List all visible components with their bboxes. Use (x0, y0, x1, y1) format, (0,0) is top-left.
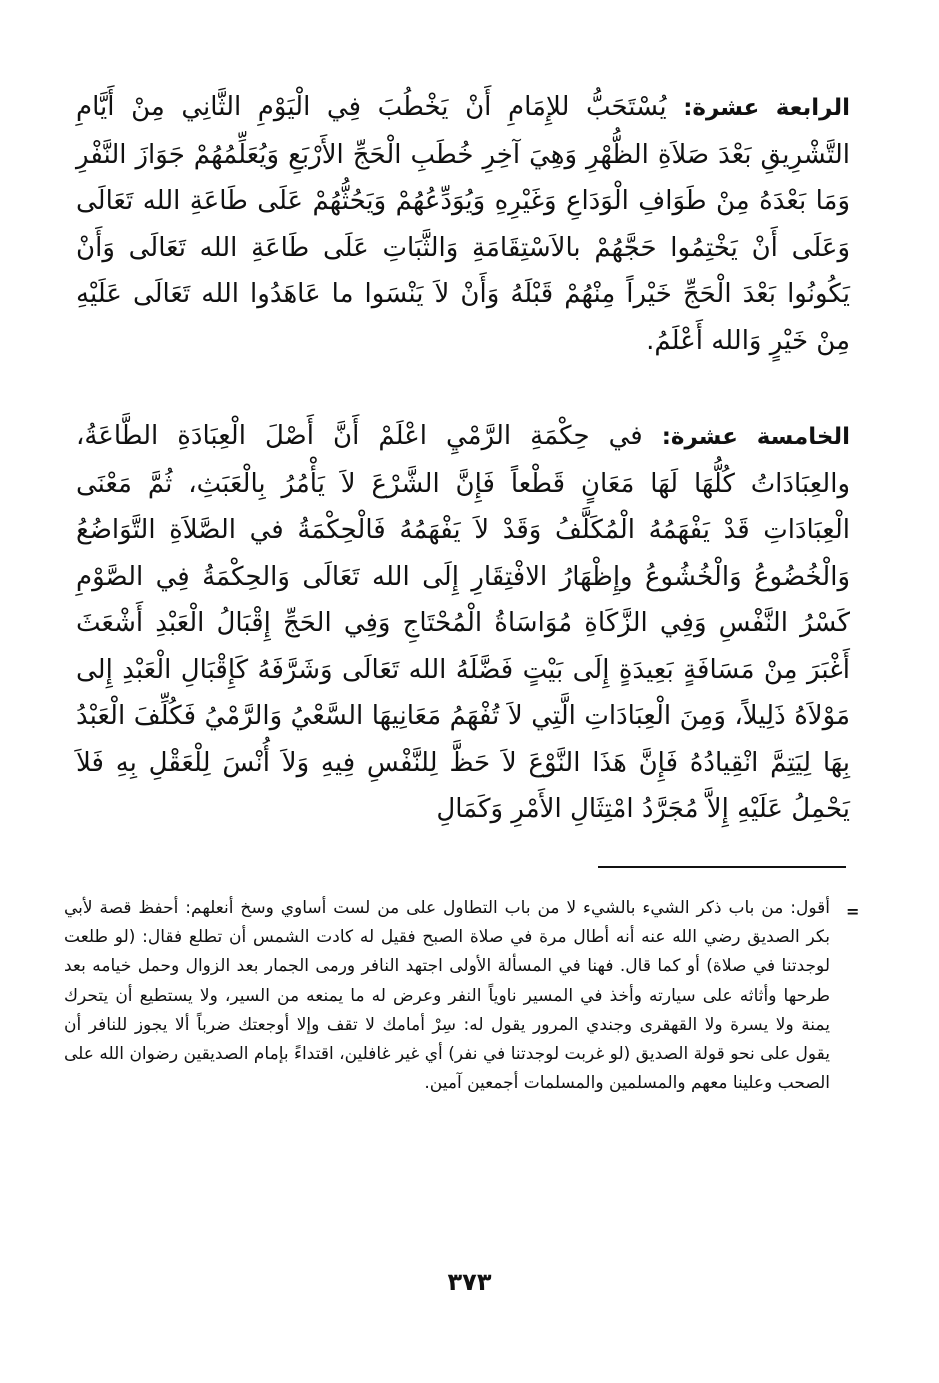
footnote (64, 894, 830, 1098)
paragraph-label: الخامسة عشرة: (661, 424, 851, 450)
paragraph-label: الرابعة عشرة: (683, 95, 851, 121)
paragraph-fourteenth (76, 84, 850, 364)
paragraph-body: في حِكْمَةِ الرَّمْيِ اعْلَمْ أَنَّ أَصْلَ الْعِبَادَةِ الطَّاعَةُ، والعِبَادَاتُ كُلُّهَا لَهَا مَعَانٍ قَطْعاً فَإِنَّ الشَّرْعَ لاَ يَأْمُرُ بِالْعَبَثِ، ثُمَّ مَعْنَى الْعِبَادَاتِ قَدْ يَفْهَمُهُ الْمُكَلَّفُ وَقَدْ لاَ يَفْهَمُهُ فَالْحِكْمَةُ في الصَّلاَةِ التَّوَاضُعُ وَالْخُضُوعُ وَالْخُشُوعُ وإِظْهَارُ الافْتِقَارِ إِلَى الله تَعَالَى وَالحِكْمَةُ فِي الصَّوْمِ كَسْرُ النَّفْسِ وَفِي الزَّكَاةِ مُوَاسَاةُ الْمُحْتَاجِ وَفِي الحَجِّ إِقْبَالُ الْعَبْدِ أَشْعَثَ أَغْبَرَ مِنْ مَسَافَةٍ بَعِيدَةٍ إِلَى بَيْتٍ فَضَّلَهُ الله تَعَالَى وَشَرَّفَهُ كَإِقْبَالِ الْعَبْدِ إِلى مَوْلاَهُ ذَلِيلاً، وَمِنَ الْعِبَادَاتِ الَّتِي لاَ تُفْهَمُ مَعَانِيهَا السَّعْيُ وَالرَّمْيُ فَكُلِّفَ الْعَبْدُ بِهَا لِيَتِمَّ انْقِيادُهُ فَإِنَّ هَذَا النَّوْعَ لاَ حَظَّ لِلنَّفْسِ فِيهِ وَلاَ أُنْسَ لِلْعَقْلِ بِهِ فَلاَ يَحْمِلُ عَلَيْهِ إِلاَّ مُجَرَّدُ امْتِثَالِ الأَمْرِ وَكَمَالِ (76, 421, 850, 824)
page-number: ٣٧٣ (447, 1268, 492, 1296)
footnote-body: من باب ذكر الشيء بالشيء لا من باب التطاول على من لست أساوي وسخ أنعلهم: أحفظ قصة لأبي بكر الصديق رضي الله عنه أنه أطال مرة في صلاة الصبح فقيل له كادت الشمس أن تطلع فقال: (لو طلعت لوجدتنا في صلاة) أو كما قال. فهنا في المسألة الأولى اجتهد النافر ورمى الجمار بعد الزوال وحمل خيامه بعد طرحها وأثاثه على سيارته وأخذ في المسير ناوياً النفر وعرض له ما يمنعه من السير، ولا يستطيع أن يتحرك يمنة ولا يسرة ولا القهقرى وجندي المرور يقول له: سِرْ أمامك لا تقف وإلا أوجعتك ضرباً ألا يجوز للنافر أن يقول على نحو قولة الصديق (لو غربت لوجدتنا في نفر) أي غير غافلين، اقتداءً بإمام الصديقين رضوان الله على الصحب وعلينا معهم والمسلمين والمسلمات أجمعين آمين. (64, 898, 830, 1094)
paragraph-body: يُسْتَحَبُّ للإِمَامِ أَنْ يَخْطُبَ فِي الْيَوْمِ الثَّانِي مِنْ أَيَّامِ التَّشْرِيقِ بَعْدَ صَلاَةِ الظُّهْرِ وَهِيَ آخِرِ خُطَبِ الْحَجِّ الأَرْبَعِ وَيُعَلِّمُهُمْ جَوَازَ النَّفْرِ وَمَا بَعْدَهُ مِنْ طَوَافِ الْوَدَاعِ وَغَيْرِهِ وَيُوَدِّعُهُمْ وَيَحُثُّهُمْ عَلَى طَاعَةِ الله تَعَالَى وَعَلَى أَنْ يَخْتِمُوا حَجَّهُمْ بالاَسْتِقَامَةِ وَالثَّبَاتِ عَلَى طَاعَةِ الله تَعَالَى وَأَنْ يَكُونُوا بَعْدَ الْحَجِّ خَيْراً مِنْهُمْ قَبْلَهُ وَأَنْ لاَ يَنْسَوا ما عَاهَدُوا الله تَعَالَى عَلَيْهِ مِنْ خَيْرٍ وَالله أَعْلَمُ. (76, 92, 850, 356)
footnote-separator (598, 866, 846, 868)
footnote-continuation-marker: = (846, 902, 860, 921)
footnote-label: أقول: (790, 898, 830, 918)
paragraph-fifteenth (76, 413, 850, 833)
